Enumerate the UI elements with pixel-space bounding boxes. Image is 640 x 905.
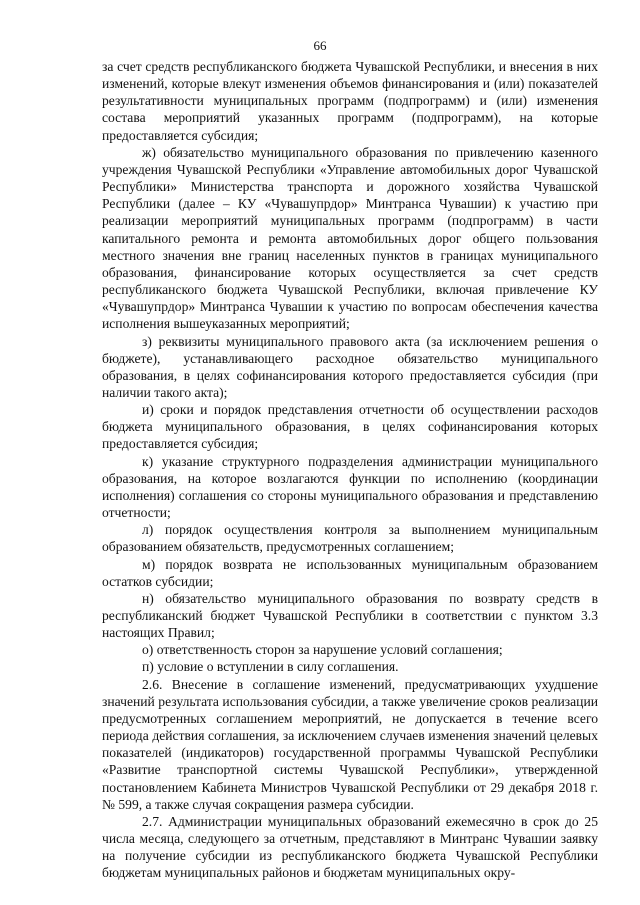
paragraph-section-2-6: 2.6. Внесение в соглашение изменений, предусматривающих ухудшение значений результата использования субсидии, а также увеличение сроков реализации предусмотренных соглашением мероприятий, не допускается в течение всего периода действия соглашения, за исключением случаев изменения значений целевых показателей (индикаторов) государственной программы Чувашской Республики «Развитие транспортной системы Чувашской Республики», утвержденной постановлением Кабинета Министров Чувашской Республики от 29 декабря 2018 г. № 599, а также случая сокращения размера субсидии.: [102, 676, 598, 812]
paragraph-item-k: к) указание структурного подразделения администрации муниципального образования, на которое возлагаются функции по исполнению (координации исполнения) соглашения со стороны муниципального образования и представлению отчетности;: [102, 453, 598, 521]
paragraph-item-n: н) обязательство муниципального образования по возврату средств в республиканский бюджет Чувашской Республики в соответствии с пунктом 3.3 настоящих Правил;: [102, 590, 598, 641]
paragraph-item-z: з) реквизиты муниципального правового акта (за исключением решения о бюджете), устанавливающего расходное обязательство муниципального образования, в целях софинансирования которого предоставляется субсидия (при наличии такого акта);: [102, 333, 598, 400]
paragraph-item-m: м) порядок возврата не использованных муниципальным образованием остатков субсидии;: [102, 556, 598, 589]
page-number: 66: [313, 38, 327, 53]
paragraph-item-p: п) условие о вступлении в силу соглашения.: [142, 659, 399, 675]
paragraph-item-o: о) ответственность сторон за нарушение условий соглашения;: [142, 642, 503, 658]
paragraph-section-2-7: 2.7. Администрации муниципальных образований ежемесячно в срок до 25 числа месяца, следующего за отчетным, представляют в Минтранс Чувашии заявку на получение субсидии из республиканского бюджета Чувашской Республики бюджетам муниципальных районов и бюджетам муниципальных окру-: [102, 813, 598, 881]
paragraph-item-l: л) порядок осуществления контроля за выполнением муниципальным образованием обязательств, предусмотренных соглашением;: [102, 522, 598, 555]
paragraph-item-zh: ж) обязательство муниципального образования по привлечению казенного учреждения Чувашской Республики «Управление автомобильных дорог Чувашской Республики» Министерства транспорта и дорожного хозяйства Чувашской Республики (далее – КУ «Чувашупрдор» Минтранса Чувашии) к участию при реализации мероприятий муниципальных программ (подпрограмм) в части капитального ремонта и ремонта автомобильных дорог общего пользования местного значения вне границ населенных пунктов в границах муниципального образования, финансирование которых осуществляется за счет средств республиканского бюджета Чувашской Республики, включая привлечение КУ «Чувашупрдор» Минтранса Чувашии к участию по вопросам обеспечения качества исполнения вышеуказанных мероприятий;: [102, 144, 598, 332]
paragraph-continuation: за счет средств республиканского бюджета Чувашской Республики, и внесения в них изменений, которые влекут изменения объемов финансирования и (или) показателей результативности муниципальных программ (подпрограмм) и (или) изменения состава мероприятий указанных программ (подпрограмм), на которые предоставляется субсидия;: [102, 59, 598, 143]
paragraph-item-i: и) сроки и порядок представления отчетности об осуществлении расходов бюджета муниципального образования, в целях софинансирования которых предоставляется субсидия;: [102, 402, 598, 452]
document-body: [102, 58, 598, 882]
